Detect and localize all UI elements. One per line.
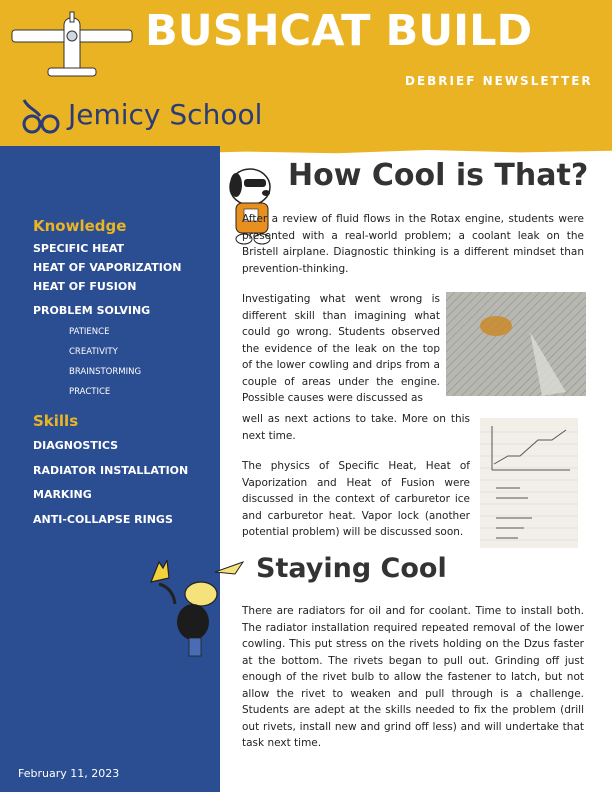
knowledge-item: HEAT OF VAPORIZATION [33, 261, 182, 274]
skills-item: DIAGNOSTICS [33, 439, 119, 452]
article-body: There are radiators for oil and for coolant. Time to install both. The radiator installation required repeated removal of the lower cowling. This put stress on the rivets holding on the Dzus faster at the bottom. The rivets began to pull out. Grinding off just enough of the rivet bulb to allow the fastener to latch, but not allow the rivet to weaken and pull through is a challenge. Students are adept at the skills needed to fix the problem (drill out rivets, install new and grind off less) and will undertake that task next time. [242, 605, 584, 749]
problem-solving-item: BRAINSTORMING [69, 367, 142, 377]
skills-item: ANTI-COLLAPSE RINGS [33, 513, 173, 526]
knowledge-item: SPECIFIC HEAT [33, 242, 125, 255]
issue-date: February 11, 2023 [18, 767, 120, 780]
article-paragraph: The physics of Specific Heat, Heat of Vaporization and Heat of Fusion were discussed in the context of carburetor ice and carburetor heat. Vapor lock (another potential problem) will be discussed soon. [242, 460, 470, 538]
newsletter-title: BUSHCAT BUILD [145, 6, 533, 56]
engine-cowling-photo [446, 292, 586, 396]
jemicy-logo-icon [18, 94, 62, 136]
knowledge-item: HEAT OF FUSION [33, 280, 137, 293]
skills-item: MARKING [33, 488, 92, 501]
newsletter-subtitle: DEBRIEF NEWSLETTER [405, 74, 593, 88]
school-name: Jemicy School [68, 98, 263, 131]
article-paragraph: Investigating what went wrong is different skill than imagining what could go wrong. Students observed the evidence of the leak on the top of the lower cowling and drips from a couple of areas under the engine. Possible causes were discussed as [242, 293, 440, 404]
article-title: Staying Cool [256, 553, 447, 584]
cartoon-character-illustration [145, 560, 245, 660]
skills-heading: Skills [33, 412, 79, 430]
problem-solving-item: PATIENCE [69, 327, 110, 337]
problem-solving-item: PRACTICE [69, 387, 111, 397]
airplane-icon [10, 10, 134, 82]
knowledge-heading: Knowledge [33, 217, 127, 235]
article-title: How Cool is That? [288, 158, 589, 193]
article-paragraph-cont: well as next actions to take. More on this next time. [242, 413, 470, 442]
problem-solving-heading: PROBLEM SOLVING [33, 304, 151, 317]
problem-solving-item: CREATIVITY [69, 347, 118, 357]
notebook-graph-photo [480, 418, 578, 548]
skills-item: RADIATOR INSTALLATION [33, 464, 189, 477]
article-intro: After a review of fluid flows in the Rotax engine, students were presented with a real-world problem; a coolant leak on the Bristell airplane. Diagnostic thinking is a different mindset than prevention-thinking. [242, 213, 584, 275]
